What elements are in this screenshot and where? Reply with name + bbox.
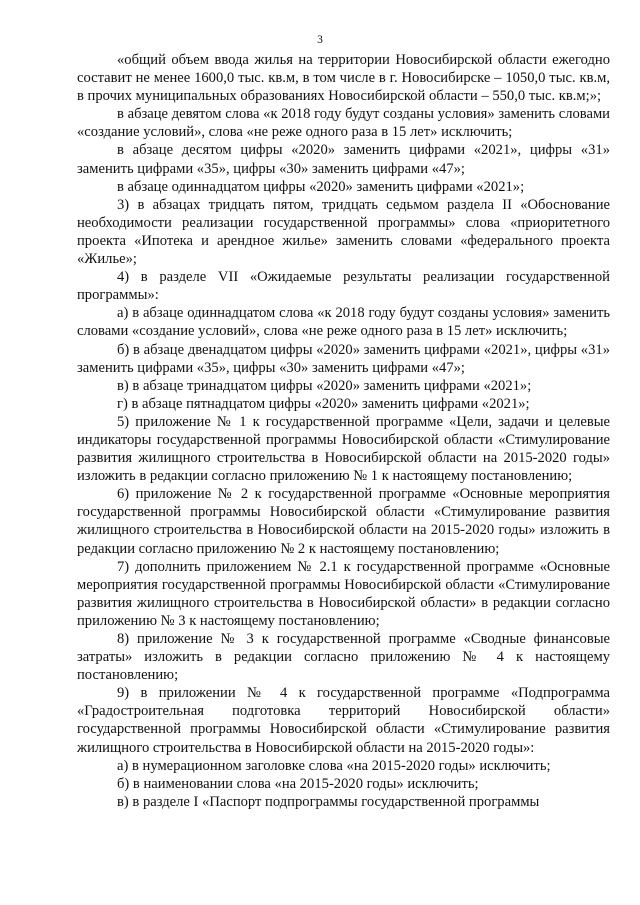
paragraph-item-9b: б) в наименовании слова «на 2015-2020 годы» исключить; bbox=[117, 775, 479, 792]
paragraph-item-4g: г) в абзаце пятнадцатом цифры «2020» заменить цифрами «2021»; bbox=[117, 395, 530, 412]
paragraph-abzac-9: в абзаце девятом слова «к 2018 году будут созданы условия» заменить словами «создание условий», слова «не реже одного раза в 15 лет» исключить; bbox=[77, 106, 610, 141]
paragraph-item-9: 9) в приложении № 4 к государственной программе «Подпрограмма «Градостроительная подготовка территорий Новосибирской области» государственной программы Новосибирской области «Стимулирование развития жилищного строительства в Новосибирской области на 2015-2020 годы»: bbox=[77, 685, 610, 756]
document-body bbox=[77, 51, 610, 811]
paragraph-item-8: 8) приложение № 3 к государственной программе «Сводные финансовые затраты» изложить в редакции согласно приложению № 4 к настоящему постановлению; bbox=[77, 631, 610, 684]
paragraph-opening-quote: «общий объем ввода жилья на территории Новосибирской области ежегодно составит не менее 1600,0 тыс. кв.м, в том числе в г. Новосибирске – 1050,0 тыс. кв.м, в прочих муниципальных образованиях Новосибирской области – 550,0 тыс. кв.м;»; bbox=[77, 52, 610, 105]
paragraph-item-5: 5) приложение № 1 к государственной программе «Цели, задачи и целевые индикаторы государственной программы Новосибирской области «Стимулирование развития жилищного строительства в Новосибирской области на 2015-2020 годы» изложить в редакции согласно приложению № 1 к настоящему постановлению; bbox=[77, 413, 610, 485]
paragraph-item-9a: а) в нумерационном заголовке слова «на 2015-2020 годы» исключить; bbox=[117, 757, 551, 774]
paragraph-item-9v: в) в разделе I «Паспорт подпрограммы государственной программы bbox=[117, 793, 540, 810]
paragraph-item-4a: а) в абзаце одиннадцатом слова «к 2018 году будут созданы условия» заменить словами «создание условий», слова «не реже одного раза в 15 лет» исключить; bbox=[77, 305, 610, 340]
page-number: 3 bbox=[317, 34, 323, 46]
paragraph-item-6: 6) приложение № 2 к государственной программе «Основные мероприятия государственной программы Новосибирской области «Стимулирование развития жилищного строительства в Новосибирской области на 2015-2020 годы» изложить в редакции согласно приложению № 2 к настоящему постановлению; bbox=[77, 486, 610, 557]
paragraph-item-4b: б) в абзаце двенадцатом цифры «2020» заменить цифрами «2021», цифры «31» заменить цифрами «35», цифры «30» заменить цифрами «47»; bbox=[77, 341, 610, 376]
paragraph-item-3: 3) в абзацах тридцать пятом, тридцать седьмом раздела II «Обоснование необходимости реализации государственной программы» слова «приоритетного проекта «Ипотека и арендное жилье» заменить словами «федерального проекта «Жилье»; bbox=[77, 196, 610, 268]
paragraph-item-4: 4) в разделе VII «Ожидаемые результаты реализации государственной программы»: bbox=[77, 269, 610, 304]
paragraph-item-7: 7) дополнить приложением № 2.1 к государственной программе «Основные мероприятия государственной программы Новосибирской области «Стимулирование развития жилищного строительства в Новосибирской области» в редакции согласно приложению № 3 к настоящему постановлению; bbox=[77, 558, 610, 629]
paragraph-abzac-10: в абзаце десятом цифры «2020» заменить цифрами «2021», цифры «31» заменить цифрами «35», цифры «30» заменить цифрами «47»; bbox=[77, 142, 610, 177]
paragraph-item-4v: в) в абзаце тринадцатом цифры «2020» заменить цифрами «2021»; bbox=[117, 377, 532, 394]
paragraph-abzac-11: в абзаце одиннадцатом цифры «2020» заменить цифрами «2021»; bbox=[117, 178, 525, 195]
